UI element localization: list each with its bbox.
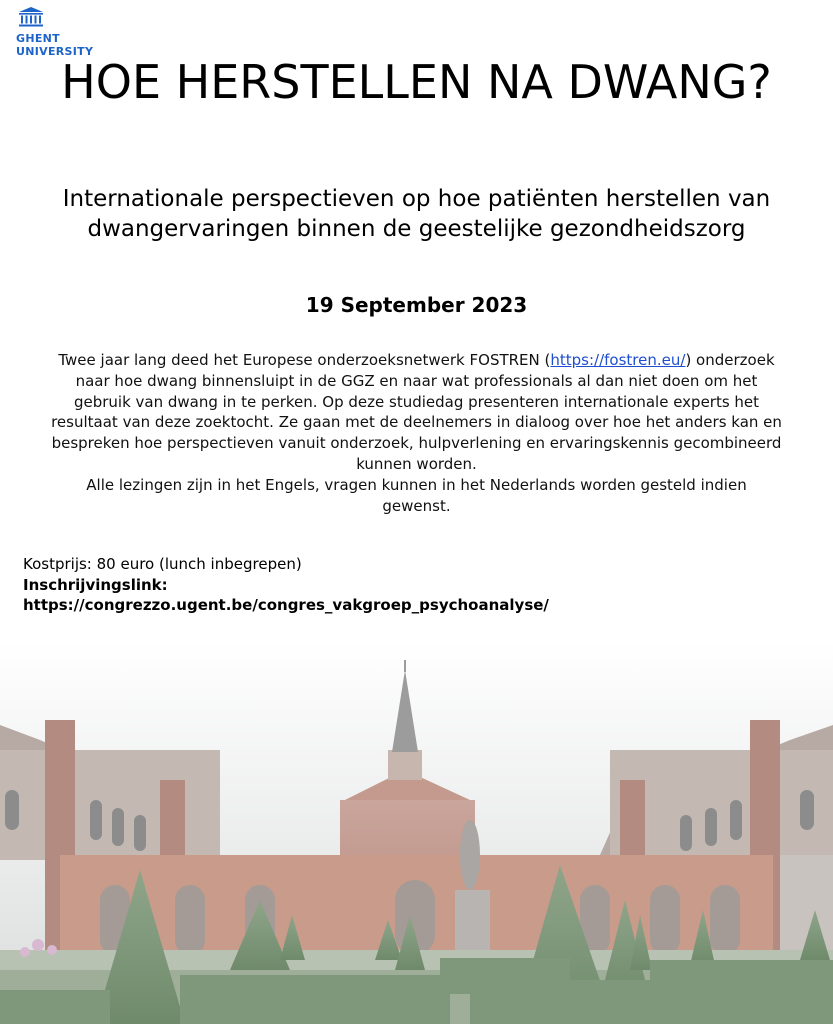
price-line: Kostprijs: 80 euro (lunch inbegrepen) <box>23 555 302 573</box>
language-note: Alle lezingen zijn in het Engels, vragen kunnen in het Nederlands worden gesteld indien gewenst. <box>86 475 747 515</box>
intro-text-after-link: ) onderzoek naar hoe dwang binnensluipt in de GGZ en naar wat professionals al dan niet doen om het gebruik van dwang in te perken. Op deze studiedag presenteren internationale experts het resultaat van deze zoektocht. Ze gaan met de deelnemers in dialoog over hoe het anders kan en bespreken hoe perspectieven vanuit onderzoek, hulpverlening en ervaringskennis gecombineerd kunnen worden. <box>51 351 782 473</box>
practical-info <box>23 554 813 616</box>
building-photo <box>0 640 833 1024</box>
university-building-icon <box>18 6 44 28</box>
intro-text-before-link: Twee jaar lang deed het Europese onderzoeksnetwerk FOSTREN ( <box>58 351 551 369</box>
ghent-university-logo <box>16 6 96 58</box>
event-date: 19 September 2023 <box>305 293 528 317</box>
fostren-link[interactable]: https://fostren.eu/ <box>550 351 686 369</box>
description-paragraph <box>50 350 783 516</box>
registration-label: Inschrijvingslink: <box>23 575 168 594</box>
page-title: HOE HERSTELLEN NA DWANG? <box>61 55 772 109</box>
page-subtitle: Internationale perspectieven op hoe patiënten herstellen van dwangervaringen binnen de geestelijke gezondheidszorg <box>62 186 771 242</box>
logo-line-2: UNIVERSITY <box>16 45 94 58</box>
logo-line-1: GHENT <box>16 32 60 45</box>
registration-url[interactable]: https://congrezzo.ugent.be/congres_vakgroep_psychoanalyse/ <box>23 596 549 614</box>
